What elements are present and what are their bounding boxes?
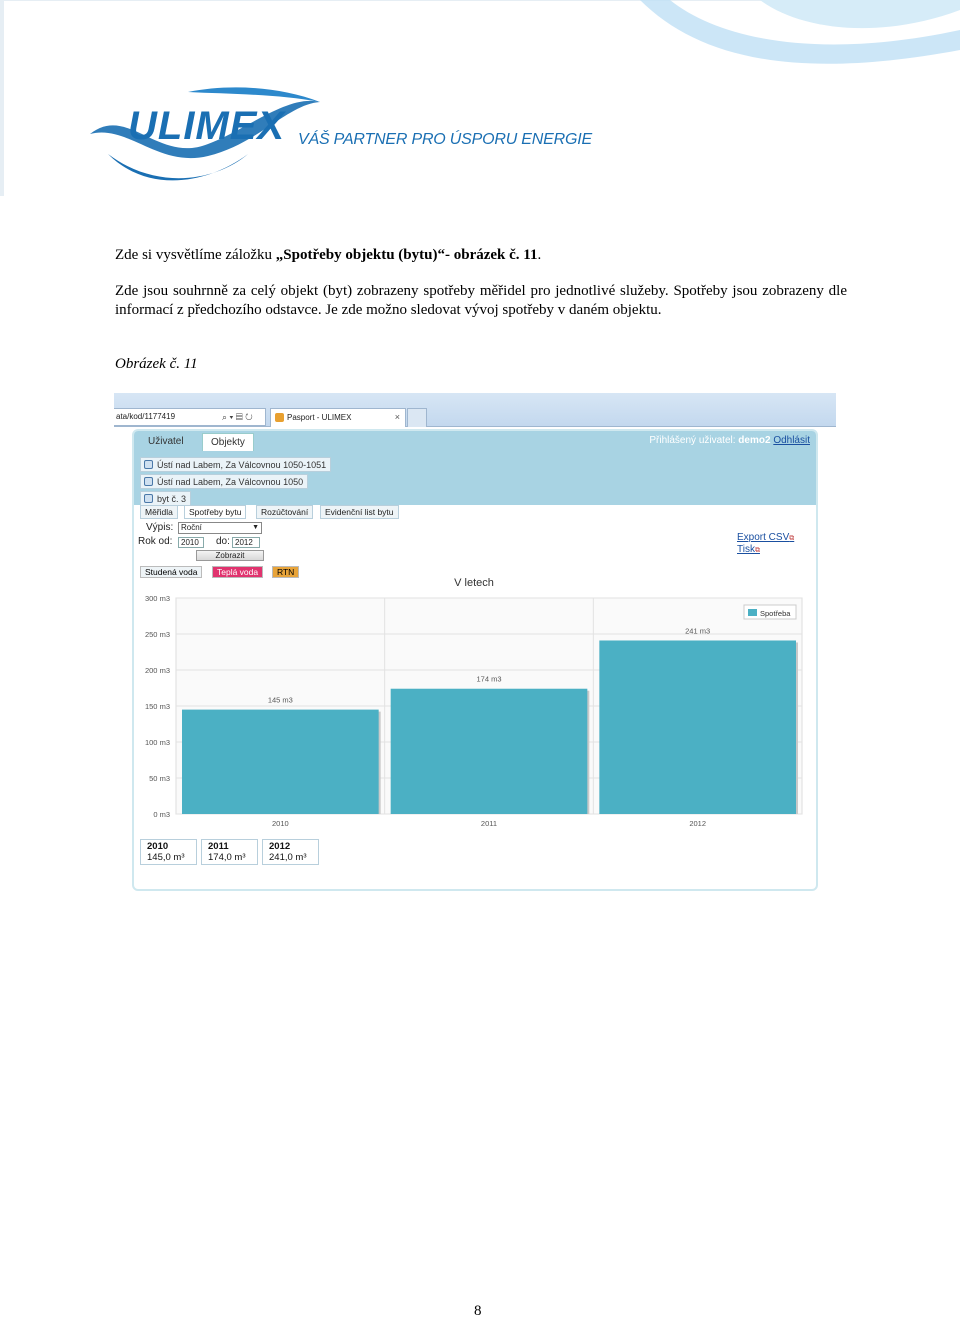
summary-box-2010 xyxy=(140,839,197,865)
summary-year: 2011 xyxy=(208,841,229,852)
x-axis-labels xyxy=(272,819,706,828)
intro-sentence xyxy=(115,245,541,265)
y-tick-label: 100 m3 xyxy=(144,738,170,747)
vypis-value: Roční xyxy=(181,523,202,532)
external-link-icon: ⧉ xyxy=(789,535,795,542)
service-tab-label: RTN xyxy=(277,567,295,577)
rok-od-label: Rok od: xyxy=(138,536,173,547)
y-axis-ticks xyxy=(145,594,170,819)
address-bar[interactable] xyxy=(114,408,266,426)
tab-uzivatel[interactable]: Uživatel xyxy=(148,436,184,447)
y-tick-label: 300 m3 xyxy=(144,594,170,603)
intro-lead: Zde si vysvětlíme záložku xyxy=(115,247,276,263)
chart-legend xyxy=(744,605,796,619)
tab-evidencni-list[interactable]: Evidenční list bytu xyxy=(320,505,399,519)
legend-label: Spotřeba xyxy=(760,609,791,618)
print-label: Tisk xyxy=(737,544,755,555)
login-user: demo2 xyxy=(738,435,771,446)
favicon-icon xyxy=(275,413,284,422)
figure-screenshot xyxy=(114,393,836,897)
bar-2010 xyxy=(182,710,379,814)
tree-item-label: byt č. 3 xyxy=(157,494,187,504)
summary-value: 174,0 m³ xyxy=(208,852,246,863)
logout-link[interactable]: Odhlásit xyxy=(773,435,810,446)
data-label: 145 m3 xyxy=(267,695,293,705)
y-tick-label: 50 m3 xyxy=(149,774,170,783)
browser-tab-title: Pasport - ULIMEX xyxy=(287,413,352,422)
new-tab-button[interactable] xyxy=(407,408,427,427)
x-tick-label: 2012 xyxy=(689,819,707,828)
do-label: do: xyxy=(216,536,230,547)
tab-meridla[interactable]: Měřidla xyxy=(140,505,178,519)
tab-objekty[interactable]: Objekty xyxy=(202,433,254,451)
export-csv-label: Export CSV xyxy=(737,532,790,543)
service-tab-label: Teplá voda xyxy=(217,567,259,577)
x-tick-label: 2011 xyxy=(480,819,498,828)
browser-tab[interactable] xyxy=(270,408,406,427)
bar-2012 xyxy=(599,640,796,814)
tree-item-label: Ústí nad Labem, Za Válcovnou 1050-1051 xyxy=(157,460,327,470)
chevron-down-icon: ▼ xyxy=(252,524,259,531)
data-label: 241 m3 xyxy=(685,626,711,636)
address-icons[interactable]: ⌕ ▾ ▤ ↻ xyxy=(222,412,253,422)
vypis-label: Výpis: xyxy=(146,522,174,533)
tab-close-icon[interactable]: × xyxy=(394,412,400,422)
service-tab-label: Studená voda xyxy=(145,567,198,577)
tree-item-label: Ústí nad Labem, Za Válcovnou 1050 xyxy=(157,477,304,487)
intro-tail: . xyxy=(537,247,542,263)
y-tick-label: 250 m3 xyxy=(144,630,170,639)
logo-text: ULIMEX xyxy=(128,104,286,148)
app-window xyxy=(132,429,818,891)
summary-value: 241,0 m³ xyxy=(269,852,307,863)
summary-box-2012 xyxy=(262,839,319,865)
y-tick-label: 200 m3 xyxy=(144,666,170,675)
login-label: Přihlášený uživatel: xyxy=(649,435,739,446)
intro-highlight: „Spotřeby objektu (bytu)“- obrázek č. 11 xyxy=(275,247,538,263)
zobrazit-button[interactable]: Zobrazit xyxy=(196,550,264,561)
consumption-chart xyxy=(134,431,816,831)
tab-rozuctovani[interactable]: Rozúčtování xyxy=(256,505,313,519)
page-number: 8 xyxy=(474,1303,482,1319)
description-paragraph: Zde jsou souhrnně za celý objekt (byt) zobrazeny spotřeby měřidel pro jednotlivé služeby. Spotřeby jsou zobrazeny dle informací z předchozího odstavce. Je zde možno sledovat vývoj spotřeby v daném objektu. xyxy=(115,283,847,318)
external-link-icon: ⧉ xyxy=(754,547,760,554)
y-tick-label: 0 m3 xyxy=(153,810,170,819)
summary-value: 145,0 m³ xyxy=(147,852,185,863)
rok-od-input[interactable]: 2010 xyxy=(178,537,204,548)
browser-toolbar xyxy=(114,393,836,427)
legend-swatch xyxy=(748,609,757,616)
tab-spotreby-bytu[interactable]: Spotřeby bytu xyxy=(184,505,246,519)
figure-caption: Obrázek č. 11 xyxy=(115,356,198,372)
data-label: 174 m3 xyxy=(476,674,502,684)
summary-box-2011 xyxy=(201,839,258,865)
y-tick-label: 150 m3 xyxy=(144,702,170,711)
x-tick-label: 2010 xyxy=(271,819,289,828)
rok-do-input[interactable]: 2012 xyxy=(232,537,260,548)
summary-year: 2012 xyxy=(269,841,291,852)
bar-2011 xyxy=(391,689,588,814)
chart-title: V letech xyxy=(454,577,494,589)
document-header xyxy=(0,0,960,200)
tagline: VÁŠ PARTNER PRO ÚSPORU ENERGIE xyxy=(298,131,592,148)
address-text: ata/kod/1177419 xyxy=(116,412,176,421)
summary-year: 2010 xyxy=(147,841,169,852)
